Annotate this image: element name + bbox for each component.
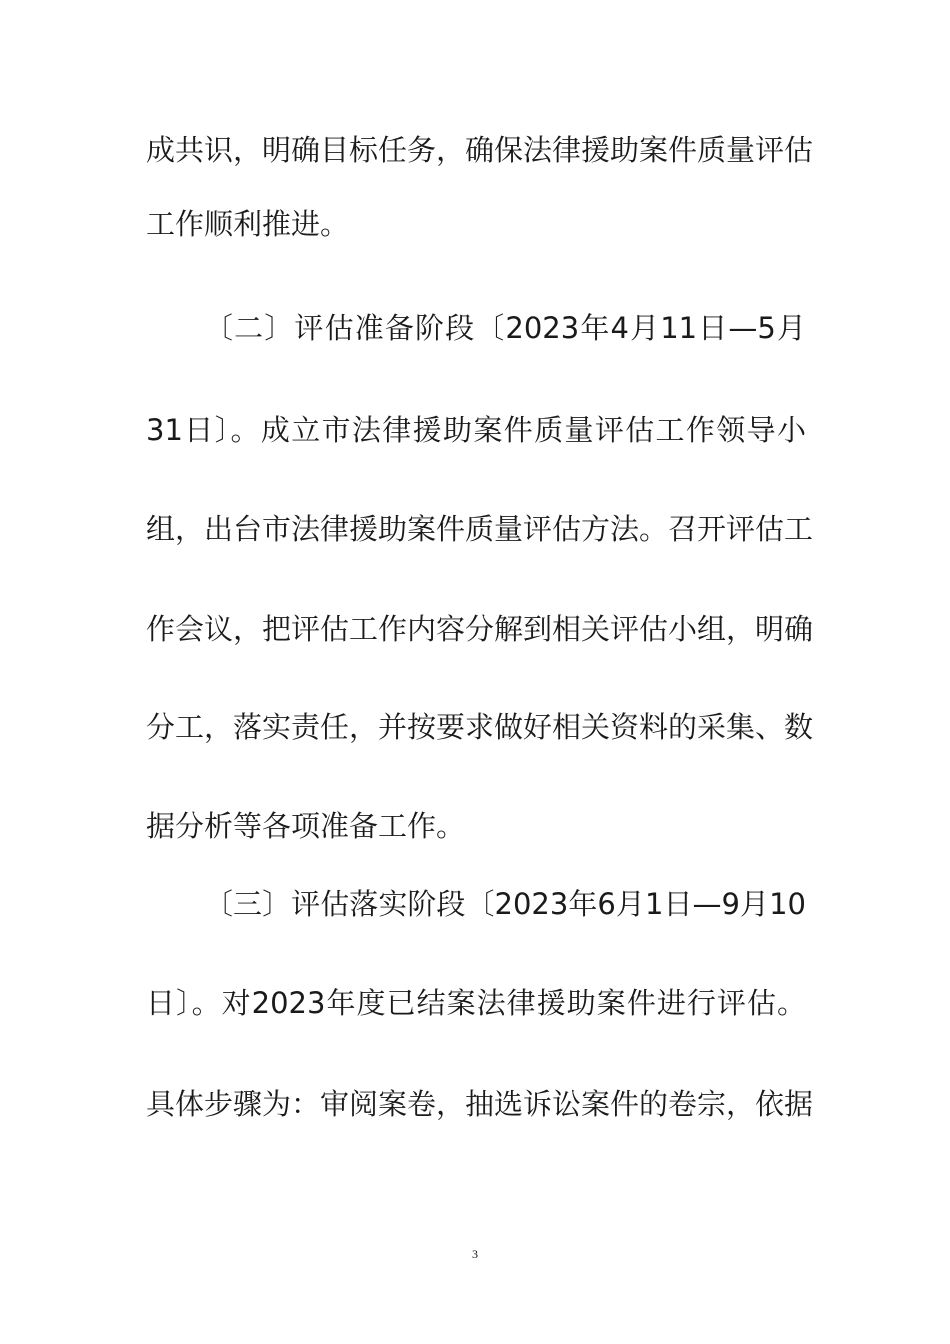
text-line: 分工，落实责任，并按要求做好相关资料的采集、数 [146, 710, 814, 744]
text-line: 作会议，把评估工作内容分解到相关评估小组，明确 [146, 612, 814, 646]
section-heading-line: 〔三〕评估落实阶段〔2023年6月1日—9月10 [204, 887, 806, 921]
text-line: 具体步骤为：审阅案卷，抽选诉讼案件的卷宗，依据 [146, 1087, 814, 1121]
text-line: 据分析等各项准备工作。 [146, 809, 466, 843]
text-line: 组，出台市法律援助案件质量评估方法。召开评估工 [146, 512, 814, 546]
page-number: 3 [472, 1247, 478, 1261]
text-line: 成共识，明确目标任务，确保法律援助案件质量评估 [146, 133, 814, 167]
text-line: 工作顺利推进。 [146, 207, 350, 241]
section-heading-line: 〔二〕评估准备阶段〔2023年4月11日—5月 [204, 311, 806, 345]
text-line: 31日〕。成立市法律援助案件质量评估工作领导小 [146, 413, 806, 447]
text-line: 日〕。对2023年度已结案法律援助案件进行评估。 [146, 986, 806, 1020]
